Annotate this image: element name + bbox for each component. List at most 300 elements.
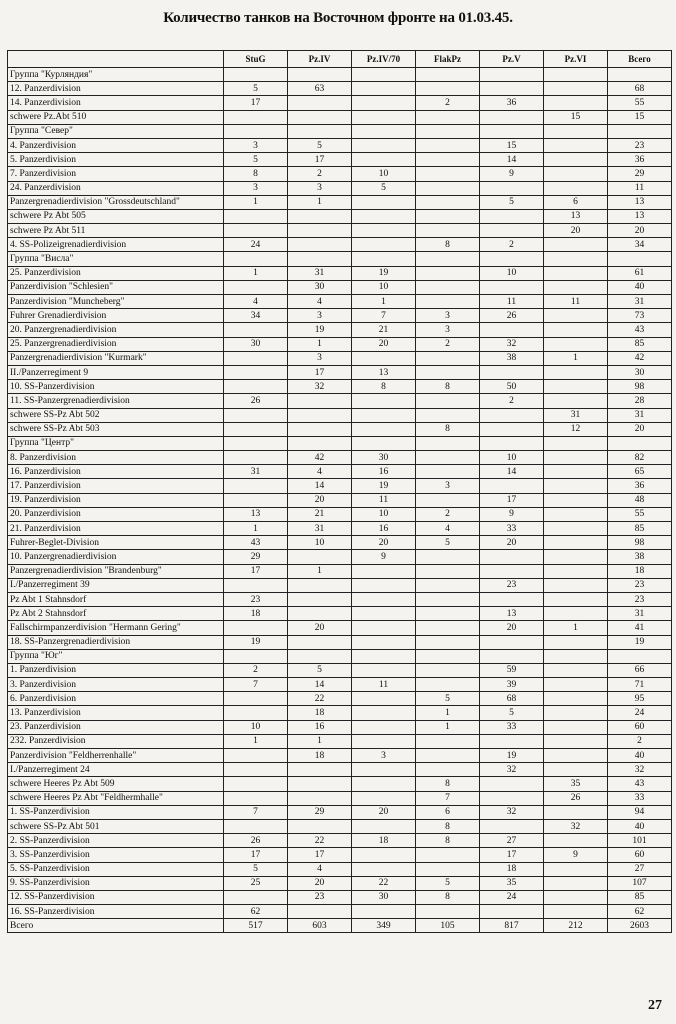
tank-count-cell: 15: [608, 110, 672, 124]
tank-count-cell: 2: [416, 96, 480, 110]
table-row: [8, 167, 672, 181]
tank-count-cell: [416, 436, 480, 450]
tank-count-cell: 34: [224, 309, 288, 323]
tank-count-cell: [544, 749, 608, 763]
tank-count-cell: 17: [224, 564, 288, 578]
tank-count-cell: [288, 905, 352, 919]
tank-count-cell: [608, 436, 672, 450]
tank-count-cell: 2: [416, 337, 480, 351]
table-row: [8, 238, 672, 252]
tank-count-cell: 20: [352, 337, 416, 351]
tank-count-cell: [544, 280, 608, 294]
tank-count-cell: [352, 68, 416, 82]
tank-count-cell: [544, 365, 608, 379]
tank-count-cell: 40: [608, 280, 672, 294]
tank-count-cell: 85: [608, 890, 672, 904]
table-row: [8, 848, 672, 862]
tank-count-cell: [224, 791, 288, 805]
tank-count-cell: 8: [224, 167, 288, 181]
tank-count-cell: [352, 238, 416, 252]
tank-count-cell: [480, 649, 544, 663]
tank-count-cell: 36: [608, 153, 672, 167]
tank-count-cell: [288, 124, 352, 138]
tank-count-cell: [352, 138, 416, 152]
tank-count-cell: 94: [608, 805, 672, 819]
tank-count-cell: 19: [480, 749, 544, 763]
tank-count-cell: 25: [224, 876, 288, 890]
tank-count-cell: 15: [480, 138, 544, 152]
unit-name: 25. Panzergrenadierdivision: [8, 337, 224, 351]
tank-count-cell: [352, 607, 416, 621]
tank-count-cell: [352, 252, 416, 266]
tank-count-cell: [544, 805, 608, 819]
tank-count-cell: [416, 678, 480, 692]
unit-name: Panzergrenadierdivision "Grossdeutschland": [8, 195, 224, 209]
tank-count-cell: [352, 777, 416, 791]
unit-name: 20. Panzergrenadierdivision: [8, 323, 224, 337]
unit-name: 12. Panzerdivision: [8, 82, 224, 96]
table-row: [8, 394, 672, 408]
tank-count-cell: [544, 266, 608, 280]
tank-count-cell: [416, 280, 480, 294]
tank-count-cell: [544, 649, 608, 663]
table-row: [8, 890, 672, 904]
table-row: [8, 592, 672, 606]
tank-strength-table: [7, 50, 672, 933]
tank-count-cell: 36: [480, 96, 544, 110]
tank-count-cell: [288, 791, 352, 805]
tank-count-cell: 16: [352, 522, 416, 536]
table-row: [8, 621, 672, 635]
tank-count-cell: 23: [224, 592, 288, 606]
unit-name: schwere SS-Pz Abt 502: [8, 408, 224, 422]
tank-count-cell: 101: [608, 834, 672, 848]
tank-count-cell: [416, 550, 480, 564]
tank-count-cell: [352, 649, 416, 663]
tank-count-cell: 36: [608, 479, 672, 493]
tank-count-cell: 14: [288, 678, 352, 692]
tank-count-cell: 23: [288, 890, 352, 904]
tank-count-cell: 6: [416, 805, 480, 819]
tank-count-cell: [416, 68, 480, 82]
tank-count-cell: 17: [480, 493, 544, 507]
tank-count-cell: 13: [352, 365, 416, 379]
tank-count-cell: 1: [288, 195, 352, 209]
tank-count-cell: 48: [608, 493, 672, 507]
tank-count-cell: 9: [480, 167, 544, 181]
group-header-row: [8, 124, 672, 138]
tank-count-cell: 31: [544, 408, 608, 422]
tank-count-cell: 33: [480, 720, 544, 734]
unit-name: Pz Abt 2 Stahnsdorf: [8, 607, 224, 621]
unit-name: 5. Panzerdivision: [8, 153, 224, 167]
table-row: [8, 663, 672, 677]
unit-name: 13. Panzerdivision: [8, 706, 224, 720]
tank-count-cell: [416, 905, 480, 919]
table-row: [8, 493, 672, 507]
tank-count-cell: 28: [608, 394, 672, 408]
tank-count-cell: 38: [480, 351, 544, 365]
group-name: Группа "Центр": [8, 436, 224, 450]
tank-count-cell: 32: [288, 380, 352, 394]
table-row: [8, 550, 672, 564]
tank-count-cell: 2: [416, 507, 480, 521]
tank-count-cell: 60: [608, 848, 672, 862]
tank-count-cell: [352, 635, 416, 649]
tank-count-cell: 33: [608, 791, 672, 805]
tank-count-cell: 1: [224, 734, 288, 748]
tank-count-cell: 2: [480, 394, 544, 408]
tank-count-cell: [416, 592, 480, 606]
tank-count-cell: [608, 68, 672, 82]
tank-count-cell: [224, 380, 288, 394]
tank-count-cell: 18: [352, 834, 416, 848]
table-row: [8, 422, 672, 436]
tank-count-cell: [352, 763, 416, 777]
tank-count-cell: 1: [352, 295, 416, 309]
tank-count-cell: 98: [608, 536, 672, 550]
table-header-row: [8, 51, 672, 68]
tank-count-cell: 60: [608, 720, 672, 734]
tank-count-cell: [544, 436, 608, 450]
tank-count-cell: [416, 408, 480, 422]
tank-count-cell: [544, 578, 608, 592]
tank-count-cell: [224, 493, 288, 507]
tank-count-cell: 105: [416, 919, 480, 933]
tank-count-cell: [352, 592, 416, 606]
tank-count-cell: 13: [544, 209, 608, 223]
tank-count-cell: [608, 252, 672, 266]
tank-count-cell: [288, 635, 352, 649]
table-row: [8, 323, 672, 337]
unit-name: 16. SS-Panzerdivision: [8, 905, 224, 919]
unit-name: 11. SS-Panzergrenadierdivision: [8, 394, 224, 408]
tank-count-cell: 17: [224, 848, 288, 862]
tank-count-cell: [352, 663, 416, 677]
unit-name: schwere SS-Pz Abt 501: [8, 819, 224, 833]
tank-count-cell: 5: [416, 692, 480, 706]
table-row: [8, 720, 672, 734]
tank-count-cell: 1: [224, 522, 288, 536]
table-row: [8, 692, 672, 706]
tank-count-cell: 22: [352, 876, 416, 890]
tank-count-cell: [480, 905, 544, 919]
unit-name: 4. Panzerdivision: [8, 138, 224, 152]
table-row: [8, 280, 672, 294]
tank-count-cell: 30: [352, 451, 416, 465]
tank-count-cell: [480, 791, 544, 805]
unit-name: 3. SS-Panzerdivision: [8, 848, 224, 862]
unit-name: 18. SS-Panzergrenadierdivision: [8, 635, 224, 649]
tank-count-cell: [416, 224, 480, 238]
tank-count-cell: 349: [352, 919, 416, 933]
tank-count-cell: [480, 280, 544, 294]
unit-name: 10. Panzergrenadierdivision: [8, 550, 224, 564]
tank-count-cell: 10: [352, 167, 416, 181]
tank-count-cell: [288, 209, 352, 223]
unit-name: Panzerdivision "Muncheberg": [8, 295, 224, 309]
tank-count-cell: [608, 649, 672, 663]
tank-count-cell: [288, 592, 352, 606]
tank-count-cell: 1: [288, 337, 352, 351]
tank-count-cell: 35: [544, 777, 608, 791]
tank-count-cell: 8: [416, 890, 480, 904]
tank-count-cell: [480, 422, 544, 436]
unit-name: 3. Panzerdivision: [8, 678, 224, 692]
tank-count-cell: [416, 110, 480, 124]
tank-count-cell: [352, 791, 416, 805]
tank-count-cell: [544, 692, 608, 706]
tank-count-cell: [480, 68, 544, 82]
tank-count-cell: 14: [288, 479, 352, 493]
unit-name: Всего: [8, 919, 224, 933]
tank-count-cell: 1: [416, 720, 480, 734]
tank-count-cell: 31: [608, 408, 672, 422]
tank-count-cell: 11: [608, 181, 672, 195]
unit-name: I./Panzerregiment 24: [8, 763, 224, 777]
tank-count-cell: 7: [224, 805, 288, 819]
tank-count-cell: [224, 110, 288, 124]
tank-count-cell: 40: [608, 819, 672, 833]
tank-count-cell: [224, 323, 288, 337]
table-row: [8, 153, 672, 167]
tank-count-cell: 3: [224, 138, 288, 152]
tank-count-cell: [352, 621, 416, 635]
tank-count-cell: [544, 96, 608, 110]
tank-count-cell: [416, 862, 480, 876]
tank-count-cell: [544, 465, 608, 479]
tank-count-cell: 34: [608, 238, 672, 252]
table-row: [8, 749, 672, 763]
tank-count-cell: 18: [288, 706, 352, 720]
tank-count-cell: [224, 578, 288, 592]
unit-name: 1. SS-Panzerdivision: [8, 805, 224, 819]
tank-count-cell: [352, 394, 416, 408]
tank-count-cell: 5: [416, 876, 480, 890]
unit-name: Fallschirmpanzerdivision "Hermann Gering": [8, 621, 224, 635]
unit-name: 12. SS-Panzerdivision: [8, 890, 224, 904]
tank-count-cell: 17: [288, 365, 352, 379]
tank-count-cell: 11: [352, 493, 416, 507]
tank-count-cell: 2: [224, 663, 288, 677]
tank-count-cell: [416, 124, 480, 138]
table-row: [8, 635, 672, 649]
tank-count-cell: [544, 536, 608, 550]
tank-count-cell: 3: [416, 309, 480, 323]
tank-count-cell: [480, 224, 544, 238]
tank-count-cell: [288, 110, 352, 124]
tank-count-cell: 18: [480, 862, 544, 876]
tank-count-cell: 8: [416, 834, 480, 848]
tank-count-cell: [544, 905, 608, 919]
tank-count-cell: 43: [608, 323, 672, 337]
tank-count-cell: 85: [608, 337, 672, 351]
tank-count-cell: 17: [288, 153, 352, 167]
table-row: [8, 380, 672, 394]
tank-count-cell: [416, 451, 480, 465]
tank-count-cell: [416, 167, 480, 181]
tank-count-cell: [544, 82, 608, 96]
table-row: [8, 138, 672, 152]
tank-count-cell: 5: [352, 181, 416, 195]
tank-count-cell: 62: [608, 905, 672, 919]
table-row: [8, 607, 672, 621]
tank-count-cell: 19: [288, 323, 352, 337]
unit-name: 17. Panzerdivision: [8, 479, 224, 493]
tank-count-cell: [416, 493, 480, 507]
tank-count-cell: [224, 68, 288, 82]
tank-count-cell: 98: [608, 380, 672, 394]
tank-count-cell: [352, 422, 416, 436]
tank-count-cell: 31: [224, 465, 288, 479]
tank-count-cell: [288, 607, 352, 621]
tank-count-cell: 38: [608, 550, 672, 564]
table-row: [8, 905, 672, 919]
tank-count-cell: 39: [480, 678, 544, 692]
tank-count-cell: 7: [416, 791, 480, 805]
unit-name: 20. Panzerdivision: [8, 507, 224, 521]
tank-count-cell: 8: [416, 238, 480, 252]
group-name: Группа "Север": [8, 124, 224, 138]
tank-count-cell: 4: [288, 465, 352, 479]
tank-count-cell: 62: [224, 905, 288, 919]
unit-name: 4. SS-Polizeigrenadierdivision: [8, 238, 224, 252]
tank-count-cell: [544, 507, 608, 521]
group-name: Группа "Висла": [8, 252, 224, 266]
tank-count-cell: 32: [480, 805, 544, 819]
unit-name: Fuhrer Grenadierdivision: [8, 309, 224, 323]
unit-name: Panzerdivision "Schlesien": [8, 280, 224, 294]
group-header-row: [8, 252, 672, 266]
tank-count-cell: 8: [416, 777, 480, 791]
tank-count-cell: [352, 96, 416, 110]
tank-count-cell: 24: [608, 706, 672, 720]
tank-count-cell: 31: [608, 295, 672, 309]
unit-name: II./Panzerregiment 9: [8, 365, 224, 379]
tank-count-cell: [416, 195, 480, 209]
tank-count-cell: 17: [224, 96, 288, 110]
tank-count-cell: [416, 578, 480, 592]
tank-count-cell: 41: [608, 621, 672, 635]
tank-count-cell: [416, 138, 480, 152]
tank-count-cell: [224, 124, 288, 138]
tank-count-cell: 14: [480, 465, 544, 479]
tank-count-cell: [416, 649, 480, 663]
tank-count-cell: [544, 394, 608, 408]
tank-count-cell: [288, 422, 352, 436]
tank-count-cell: 29: [288, 805, 352, 819]
tank-count-cell: [352, 905, 416, 919]
tank-count-cell: 212: [544, 919, 608, 933]
tank-count-cell: 31: [288, 522, 352, 536]
table-row: [8, 365, 672, 379]
tank-count-cell: 8: [352, 380, 416, 394]
table-row: [8, 309, 672, 323]
tank-count-cell: [288, 819, 352, 833]
tank-count-cell: 23: [608, 138, 672, 152]
column-header: FlakPz: [416, 51, 480, 68]
tank-count-cell: 16: [352, 465, 416, 479]
tank-count-cell: [480, 124, 544, 138]
unit-name: 24. Panzerdivision: [8, 181, 224, 195]
tank-count-cell: [480, 734, 544, 748]
tank-count-cell: [224, 252, 288, 266]
tank-count-cell: [480, 819, 544, 833]
tank-count-cell: 20: [480, 621, 544, 635]
tank-count-cell: 19: [224, 635, 288, 649]
tank-count-cell: [352, 124, 416, 138]
unit-name: 16. Panzerdivision: [8, 465, 224, 479]
tank-count-cell: 15: [544, 110, 608, 124]
column-header: Всего: [608, 51, 672, 68]
tank-count-cell: [416, 749, 480, 763]
unit-name: 8. Panzerdivision: [8, 451, 224, 465]
unit-name: 23. Panzerdivision: [8, 720, 224, 734]
tank-count-cell: [544, 68, 608, 82]
tank-count-cell: [416, 621, 480, 635]
table-row: [8, 876, 672, 890]
tank-count-cell: 20: [288, 493, 352, 507]
tank-count-cell: [544, 479, 608, 493]
tank-count-cell: 5: [288, 138, 352, 152]
tank-count-cell: 13: [480, 607, 544, 621]
tank-count-cell: 31: [608, 607, 672, 621]
tank-count-cell: [224, 479, 288, 493]
table-row: [8, 337, 672, 351]
tank-count-cell: [416, 252, 480, 266]
tank-count-cell: [224, 890, 288, 904]
tank-count-cell: [416, 181, 480, 195]
tank-count-cell: [224, 351, 288, 365]
tank-count-cell: [224, 280, 288, 294]
tank-count-cell: [416, 607, 480, 621]
tank-count-cell: [480, 777, 544, 791]
table-row: [8, 266, 672, 280]
tank-count-cell: [480, 209, 544, 223]
unit-name: 25. Panzerdivision: [8, 266, 224, 280]
tank-count-cell: 5: [224, 862, 288, 876]
tank-count-cell: [480, 323, 544, 337]
table-row: [8, 862, 672, 876]
tank-count-cell: [288, 777, 352, 791]
tank-count-cell: 13: [608, 195, 672, 209]
tank-count-cell: [544, 862, 608, 876]
tank-count-cell: [544, 763, 608, 777]
unit-name: 6. Panzerdivision: [8, 692, 224, 706]
table-row: [8, 408, 672, 422]
tank-count-cell: [352, 578, 416, 592]
table-row: [8, 819, 672, 833]
unit-name: schwere SS-Pz Abt 503: [8, 422, 224, 436]
tank-count-cell: 10: [352, 280, 416, 294]
group-name: Группа "Курляндия": [8, 68, 224, 82]
tank-count-cell: 2: [608, 734, 672, 748]
tank-count-cell: 7: [352, 309, 416, 323]
tank-count-cell: [544, 522, 608, 536]
tank-count-cell: [544, 550, 608, 564]
tank-count-cell: [288, 408, 352, 422]
table-row: [8, 919, 672, 933]
unit-name: schwere Pz.Abt 510: [8, 110, 224, 124]
tank-count-cell: [544, 834, 608, 848]
tank-count-cell: 5: [416, 536, 480, 550]
tank-count-cell: 10: [480, 266, 544, 280]
tank-count-cell: [480, 635, 544, 649]
tank-count-cell: [480, 252, 544, 266]
tank-count-cell: 7: [224, 678, 288, 692]
tank-count-cell: 32: [480, 337, 544, 351]
tank-count-cell: 26: [480, 309, 544, 323]
